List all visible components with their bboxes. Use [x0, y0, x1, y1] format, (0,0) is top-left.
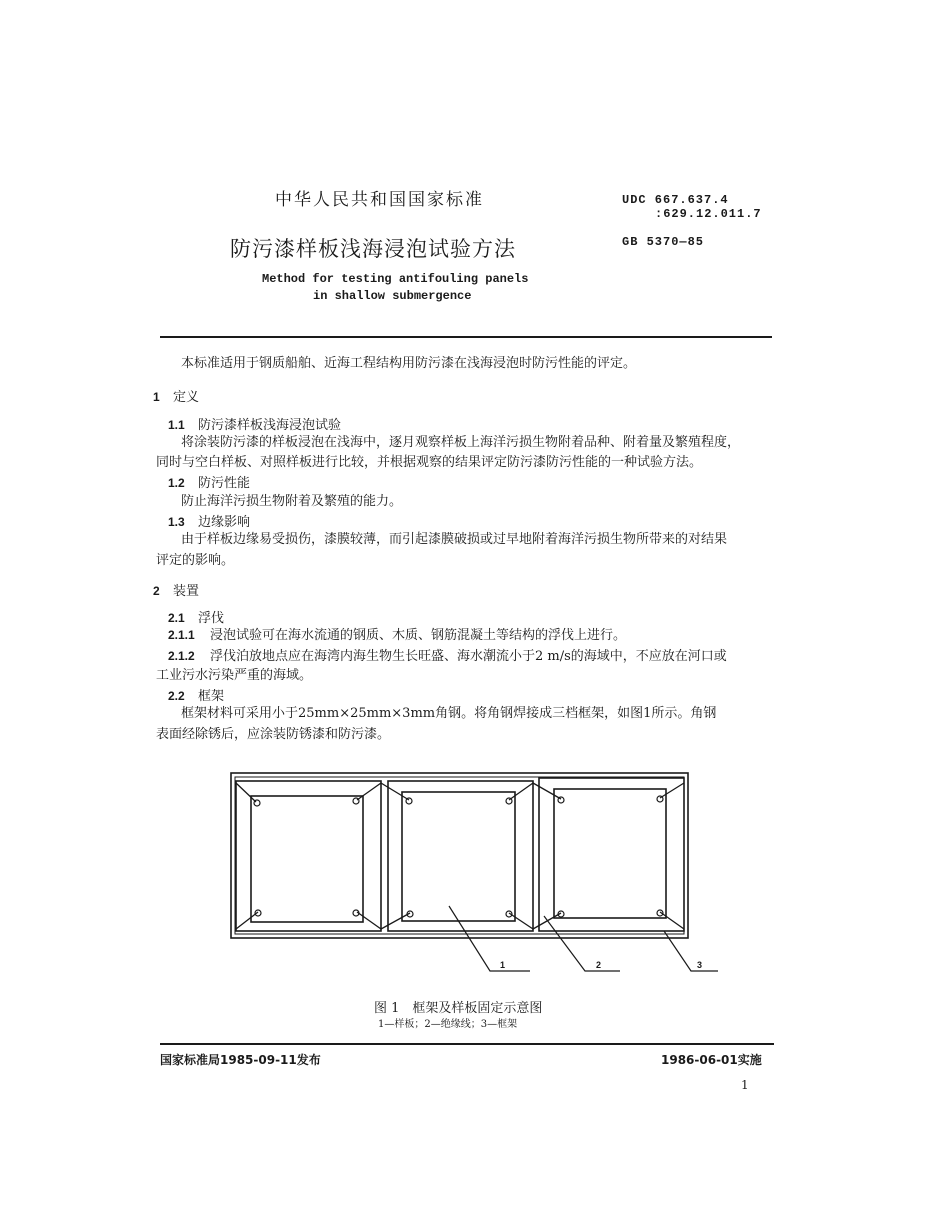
section-1-2-line1: 防止海洋污损生物附着及繁殖的能力。 [181, 494, 403, 509]
effective-date: 1986-06-01实施 [661, 1053, 762, 1067]
section-title: 防污漆样板浅海浸泡试验 [198, 418, 342, 433]
udc-code-line2: :629.12.011.7 [655, 207, 762, 221]
udc-code-line1: UDC 667.637.4 [622, 193, 729, 207]
figure-caption: 图 1 框架及样板固定示意图 [374, 1001, 543, 1016]
section-number: 1 [153, 390, 160, 404]
outer-frame [231, 773, 688, 938]
sample-panel-2 [402, 792, 515, 921]
insulation-wire [236, 783, 381, 929]
leader-line-2 [544, 916, 620, 971]
callout-label-1: 1 [500, 960, 506, 970]
leader-line-3 [664, 931, 718, 971]
intro-paragraph: 本标准适用于钢质船舶、近海工程结构用防污漆在浅海浸泡时防污性能的评定。 [181, 356, 637, 371]
section-number: 1.2 [168, 476, 185, 490]
page-number: 1 [741, 1078, 749, 1092]
section-1-3-line2: 评定的影响。 [156, 553, 235, 568]
section-1-1-line2: 同时与空白样板、对照样板进行比较，并根据观察的结果评定防污漆防污性能的一种试验方法。 [156, 455, 703, 470]
section-title: 浮伐 [198, 611, 225, 626]
figure-legend: 1—样板；2—绝缘线；3—框架 [378, 1019, 518, 1030]
national-standard-heading: 中华人民共和国国家标准 [275, 190, 484, 210]
insulation-wire [533, 783, 684, 929]
section-title: 防污性能 [198, 476, 251, 491]
gb-code: GB 5370—85 [622, 235, 705, 249]
section-2-2-line1: 框架材料可采用小于25mm×25mm×3mm角钢。将角钢焊接成三档框架，如图1所示。角钢 [181, 706, 717, 721]
document-title-en-line1: Method for testing antifouling panels [262, 272, 529, 286]
outer-frame-inner-edge [235, 777, 684, 934]
section-number: 2 [153, 584, 160, 598]
section-text: 浮伐泊放地点应在海湾内海生物生长旺盛、海水潮流小于2 m/s的海域中，不应放在河口或 [210, 649, 727, 664]
section-number: 1.3 [168, 515, 185, 529]
section-2-1-2-line2: 工业污水污染严重的海域。 [156, 668, 313, 683]
section-number: 2.1.1 [168, 628, 195, 642]
section-number: 2.1.2 [168, 649, 195, 663]
section-title: 边缘影响 [198, 515, 251, 530]
sample-panel-3 [554, 789, 666, 918]
section-title: 框架 [198, 689, 225, 704]
section-title: 定义 [173, 390, 200, 405]
callout-label-2: 2 [596, 960, 602, 970]
section-number: 2.1 [168, 611, 185, 625]
sample-panel-1 [251, 796, 363, 922]
section-text: 浸泡试验可在海水流通的钢质、木质、钢筋混凝土等结构的浮伐上进行。 [210, 628, 627, 643]
section-1-3-line1: 由于样板边缘易受损伤，漆膜较薄，而引起漆膜破损或过早地附着海洋污损生物所带来的对结果 [181, 532, 728, 547]
section-number: 1.1 [168, 418, 185, 432]
document-title-cn: 防污漆样板浅海浸泡试验方法 [230, 237, 516, 261]
insulation-wire [381, 783, 533, 929]
document-title-en-line2: in shallow submergence [313, 289, 472, 303]
section-1-1-line1: 将涂装防污漆的样板浸泡在浅海中，逐月观察样板上海洋污损生物附着品种、附着量及繁殖程度， [181, 435, 741, 450]
frame-bay-1 [236, 781, 381, 931]
section-number: 2.2 [168, 689, 185, 703]
section-title: 装置 [173, 584, 200, 599]
section-2-2-line2: 表面经除锈后，应涂装防锈漆和防污漆。 [156, 727, 391, 742]
issue-date: 国家标准局1985-09-11发布 [160, 1053, 321, 1067]
footer-divider-rule [160, 1043, 774, 1045]
callout-label-3: 3 [697, 960, 703, 970]
